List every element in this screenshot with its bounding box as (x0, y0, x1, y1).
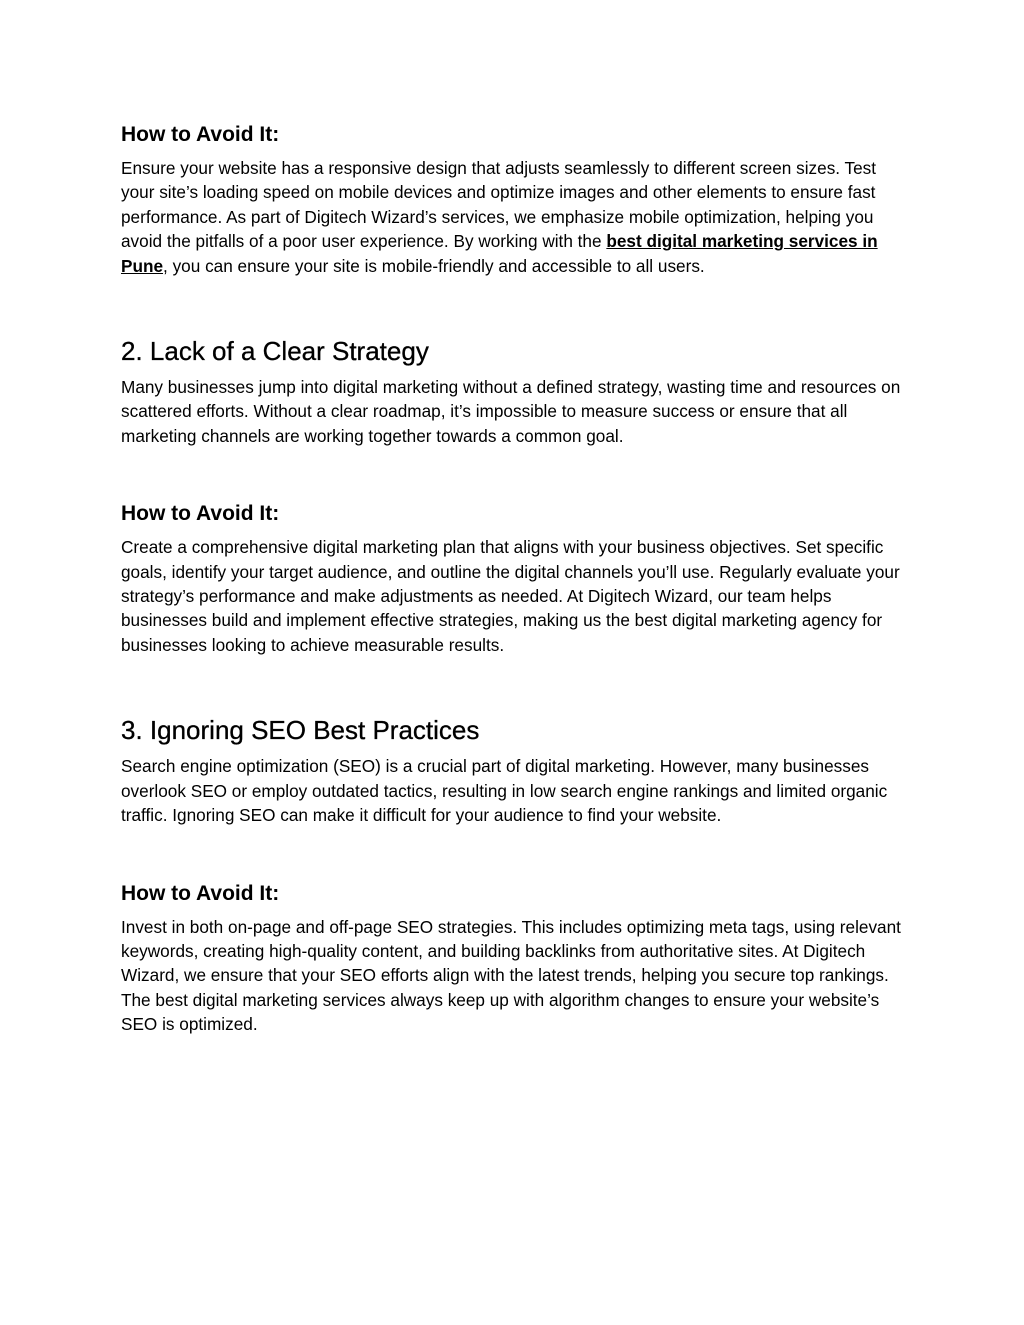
body-text-before-link: Ensure your website has a responsive design that adjusts seamlessly to different screen sizes. Test your site’s loading speed on mobile devices and optimize images and other elements to ensure fast performance. As part of Digitech Wizard’s services, we emphasize mobile optimization, helping you avoid the pitfalls of a poor user experience. By working with the (121, 158, 877, 252)
section-body-how-to-avoid-seo: Invest in both on-page and off-page SEO strategies. This includes optimizing meta tags, using relevant keywords, creating high-quality content, and building backlinks from authoritative sites. At Digitech Wizard, we ensure that your SEO efforts align with the latest trends, helping you secure top rankings. The best digital marketing services always keep up with algorithm changes to ensure your website’s SEO is optimized. (121, 916, 901, 1035)
document-page (121, 121, 911, 1037)
best-digital-marketing-pune-link[interactable]: best digital marketing services in Pune (121, 231, 878, 276)
section-body-how-to-avoid-mobile (121, 156, 911, 278)
body-text-after-link: , you can ensure your site is mobile-friendly and accessible to all users. (163, 255, 705, 276)
section-heading-how-to-avoid-mobile: How to Avoid It: (121, 123, 280, 146)
section-heading-ignoring-seo: 3. Ignoring SEO Best Practices (121, 715, 480, 746)
section-heading-how-to-avoid-strategy: How to Avoid It: (121, 502, 280, 526)
section-body-ignoring-seo: Search engine optimization (SEO) is a crucial part of digital marketing. However, many businesses overlook SEO or employ outdated tactics, resulting in low search engine rankings and limited organic traffic. Ignoring SEO can make it difficult for your audience to find your website. (121, 756, 888, 826)
section-body-lack-of-strategy: Many businesses jump into digital marketing without a defined strategy, wasting time and resources on scattered efforts. Without a clear roadmap, it’s impossible to measure success or ensure that all marketing channels are working together towards a common goal. (121, 377, 901, 446)
section-body-how-to-avoid-strategy: Create a comprehensive digital marketing plan that aligns with your business objectives. Set specific goals, identify your target audience, and outline the digital channels you’ll use. Regularly evaluate your strategy’s performance and make adjustments as needed. At Digitech Wizard, our team helps businesses build and implement effective strategies, making us the best digital marketing agency for businesses looking to achieve measurable results. (121, 537, 900, 655)
section-heading-lack-of-strategy: 2. Lack of a Clear Strategy (121, 336, 429, 367)
section-heading-how-to-avoid-seo: How to Avoid It: (121, 881, 280, 905)
